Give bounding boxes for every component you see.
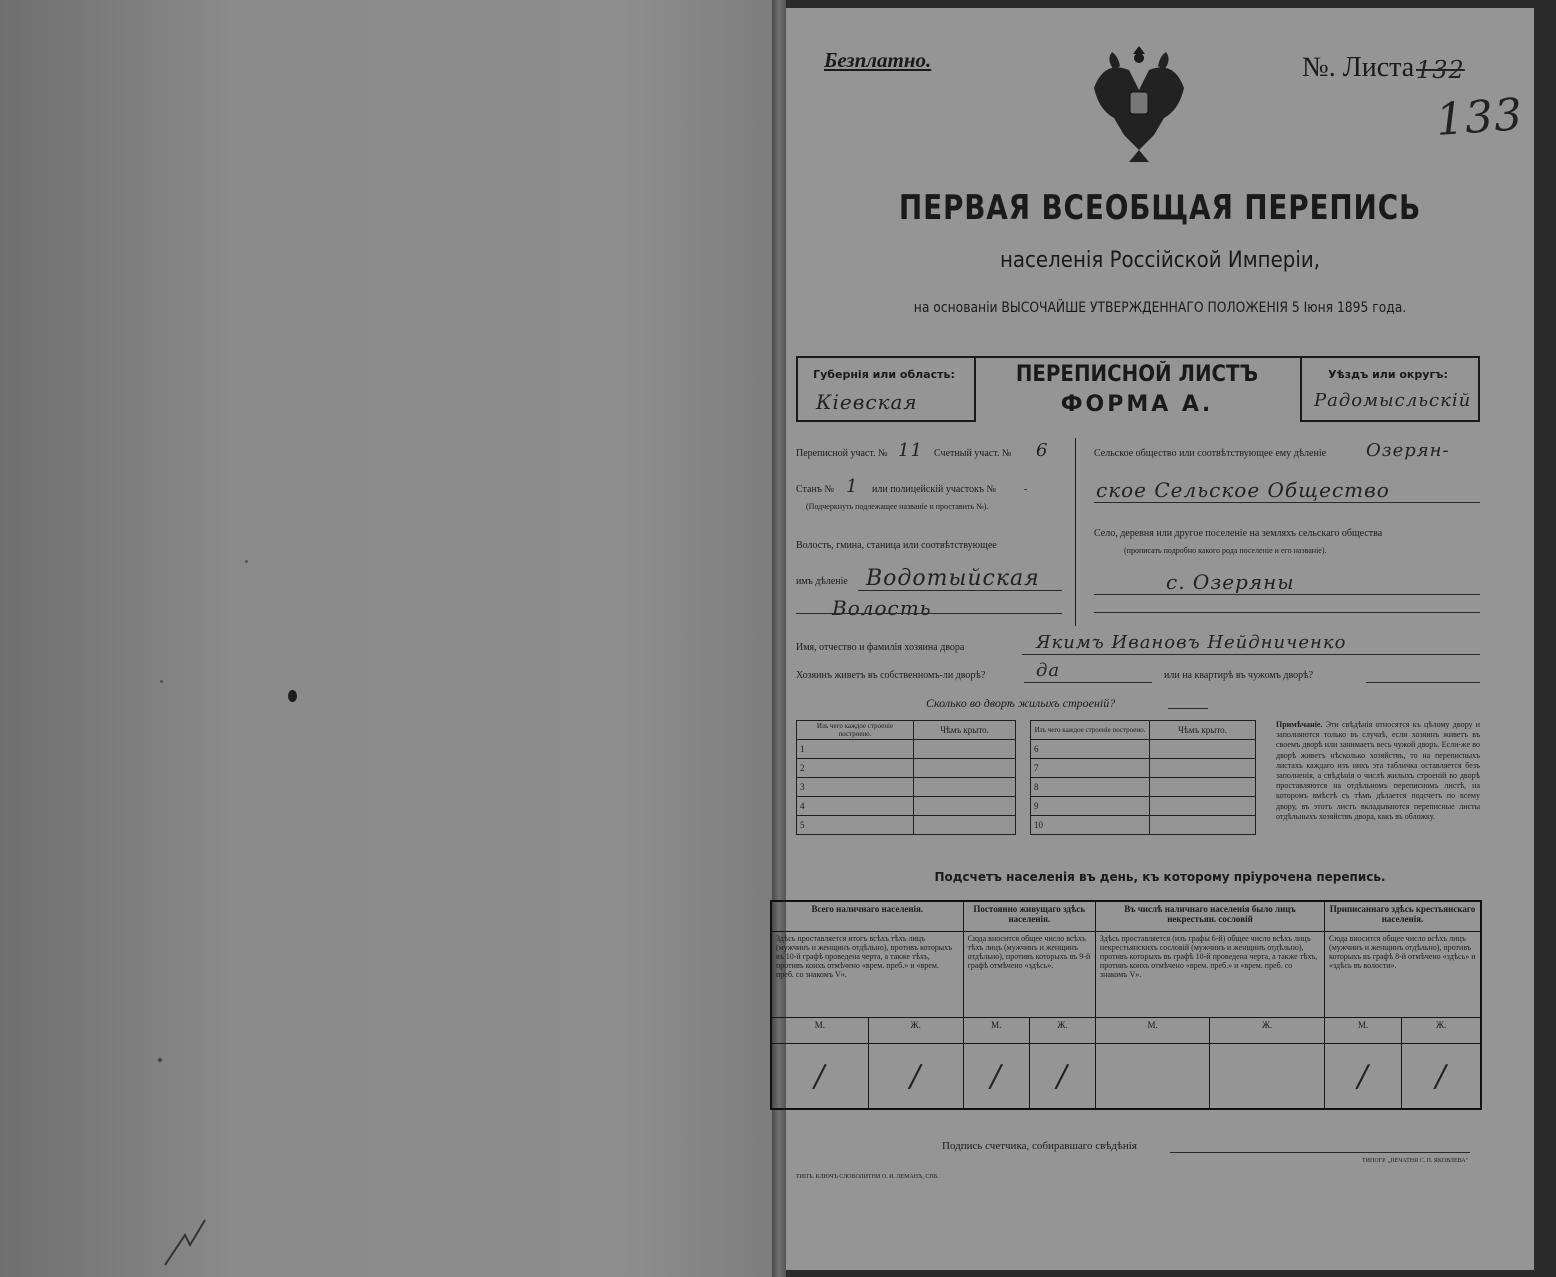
society-value-2: ское Сельское Общество [1096,478,1390,502]
ink-speck [245,560,248,563]
m-header: М. [963,1018,1029,1044]
printer-left: ТИПЪ. КЛЮЧЪ СЛОВОЛИТНИ О. И. ЛЕМАНЪ, СПБ. [796,1174,939,1180]
value-cell: / [1402,1044,1481,1109]
sheet-number-label: №. Листа [1302,52,1415,83]
form-subtitle: населенія Россійской Имперіи, [999,248,1321,273]
col-total-header: Всего наличнаго населенія. [771,901,963,931]
value-cell: / [1325,1044,1402,1109]
m-header: М. [1325,1018,1402,1044]
count-section-value: 6 [1036,440,1049,461]
f-header: Ж. [1402,1018,1481,1044]
col-material-header: Изъ чего каждое строеніе построено. [797,721,914,740]
volost-value-1: Водотыйская [866,566,1040,591]
ink-speck [158,1058,162,1062]
table-row: 4 [797,797,1016,816]
pencil-mark [160,1210,220,1270]
column-divider [1075,438,1076,626]
m-header: М. [771,1018,868,1044]
own-yard-line [1024,682,1152,683]
header-top-rule [972,356,1302,358]
form-title-1: ПЕРЕПИСНОЙ ЛИСТЪ [1015,362,1259,387]
stan-value: 1 [846,476,859,497]
owner-line [1022,654,1480,655]
buildings-table-left [796,720,1016,835]
table-row: 3 [797,778,1016,797]
form-main-title: ПЕРВАЯ ВСЕОБЩАЯ ПЕРЕПИСЬ [898,188,1422,228]
table-row: 1 [797,740,1016,759]
value-cell [1210,1044,1325,1109]
signature-label: Подпись счетчика, собиравшаго свѣдѣнія [942,1140,1137,1152]
rent-line [1366,682,1480,683]
col-roof-header: Чѣмъ крыто. [914,721,1016,740]
own-yard-value: да [1036,660,1061,681]
buildings-line [1168,708,1208,709]
table-row: 10 [1031,816,1256,835]
village-note: (прописать подробно какого рода поселеніе и его названіе). [1124,546,1327,555]
owner-value: Якимъ Ивановъ Нейдниченко [1036,632,1347,653]
volost-label-2: имъ дѣленіе [796,576,848,587]
table-row: 5 [797,816,1016,835]
volost-value-2: Волость [832,596,932,620]
col-permanent-desc: Сюда вносится общее число всѣхъ тѣхъ лицъ (мужчинъ и женщинъ отдѣльно), противъ которыхъ въ 9-й графѣ отмѣчено «здѣсь». [963,931,1095,1018]
table-row: 7 [1031,759,1256,778]
signature-line [1170,1152,1470,1153]
value-cell: / [963,1044,1029,1109]
district-label: Уѣздъ или округъ: [1328,368,1448,381]
society-label: Сельское общество или соотвѣтствующее ему дѣленіе [1094,448,1327,459]
village-line-1 [1094,594,1480,595]
volost-label: Волость, гмина, станица или соотвѣтствующее [796,540,997,551]
stan-label: Станъ № [796,484,835,495]
count-section-label: Счетный участ. № [934,448,1012,459]
col-nonpeasant-header: Въ числѣ наличнаго населенія было лицъ некрестьян. сословій [1095,901,1324,931]
form-title-2: ФОРМА А. [1060,392,1214,417]
table-row: 8 [1031,778,1256,797]
village-label: Село, деревня или другое поселеніе на земляхъ сельскаго общества [1094,528,1383,539]
underline-note: (Подчеркнуть подлежащее названіе и проставить №). [806,502,989,511]
buildings-table-right [1030,720,1256,835]
value-cell [1095,1044,1209,1109]
table-row: 2 [797,759,1016,778]
col-nonpeasant-desc: Здѣсь проставляется (изъ графы 6-й) общее число всѣхъ лицъ некрестьянскихъ сословій (мужчинъ и женщинъ отдѣльно), противъ которыхъ въ графѣ 10-й проведена черта, а также тѣхъ, противъ коихъ отмѣчено «врем. преб.» и «врем. преб. со знакомъ V». [1095,931,1324,1018]
col-registered-header: Приписаннаго здѣсь крестьянскаго населенія. [1325,901,1481,931]
population-table [770,900,1482,1110]
note-title: Примѣчаніе. [1276,720,1323,729]
form-basis-line: на основаніи ВЫСОЧАЙШЕ УТВЕРЖДЕННАГО ПОЛОЖЕНІЯ 5 Іюня 1895 года. [913,300,1407,316]
rent-label: или на квартирѣ въ чужомъ дворѣ? [1164,670,1314,681]
value-cell: / [771,1044,868,1109]
volost-line-2 [796,613,1062,614]
village-line-2 [1094,612,1480,613]
sheet-number-corrected: 133 [1434,89,1525,146]
note-text: Эти свѣдѣнія относятся къ цѣлому двору и заполняются только въ случаѣ, если хозяинъ живетъ въ своемъ дворѣ или занимаетъ весь чужой дворъ. Если-же во дворѣ живетъ нѣсколько хозяйствъ, то на переписныхъ листахъ каждаго изъ нихъ эта табличка оставляется безъ заполненія, а свѣдѣнія о числѣ жилыхъ строеній во дворѣ проставляются на отдѣльномъ переписномъ листѣ, на которомъ вмѣстѣ съ тѣмъ дѣлается подсчетъ по всему двору, въ этотъ листъ вкладываются переписные листы отдѣльныхъ хозяйствъ двора, какъ въ обложку. [1276,720,1481,821]
province-label: Губернія или область: [813,368,955,381]
district-value: Радомысльскій [1314,390,1472,411]
free-label: Безплатно. [824,48,932,72]
census-section-value: 11 [898,440,923,461]
census-form-page [776,8,1534,1270]
province-value: Кіевская [816,390,918,414]
f-header: Ж. [1210,1018,1325,1044]
table-row: 6 [1031,740,1256,759]
m-header: М. [1095,1018,1209,1044]
own-yard-label: Хозяинъ живетъ въ собственномъ-ли дворѣ? [796,670,986,681]
village-value: с. Озеряны [1166,570,1295,594]
col-material-header: Изъ чего каждое строеніе построено. [1031,721,1150,740]
buildings-question: Сколько во дворѣ жилыхъ строеній? [926,696,1116,710]
left-blank-page [0,0,776,1277]
col-total-desc: Здѣсь проставляется итогъ всѣхъ тѣхъ лицъ (мужчинъ и женщинъ отдѣльно), противъ которыхъ въ 10-й графѣ проведена черта, а также тѣхъ, противъ коихъ отмѣчено «врем. преб.» и «врем. преб. со знакомъ V». [771,931,963,1018]
f-header: Ж. [1029,1018,1095,1044]
double-headed-eagle-emblem [1084,40,1194,168]
ink-spot [288,690,297,702]
owner-label: Имя, отчество и фамилія хозяина двора [796,642,965,653]
printer-right: ТИПОГР. „ПЕЧАТНЯ С. П. ЯКОВЛЕВА" [1362,1158,1469,1164]
society-value-1: Озерян- [1366,440,1450,461]
table-row: 9 [1031,797,1256,816]
col-registered-desc: Сюда вносится общее число всѣхъ лицъ (мужчинъ и женщинъ отдѣльно), противъ которыхъ въ графѣ 8-й отмѣчено «здѣсь» и «здѣсь въ волости». [1325,931,1481,1018]
police-value: - [1024,484,1028,495]
volost-line-1 [858,590,1062,591]
sheet-number-value: 132 [1416,56,1465,84]
population-title: Подсчетъ населенія въ день, къ которому пріурочена перепись. [934,870,1386,884]
f-header: Ж. [868,1018,963,1044]
col-permanent-header: Постоянно живущаго здѣсь населенія. [963,901,1095,931]
district-box [1300,356,1480,422]
ink-speck [160,680,163,683]
census-section-label: Переписной участ. № [796,448,888,459]
col-roof-header: Чѣмъ крыто. [1150,721,1256,740]
society-line [1094,502,1480,503]
police-label: или полицейскій участокъ № [872,484,997,495]
note-block [1276,720,1480,822]
value-cell: / [1029,1044,1095,1109]
value-cell: / [868,1044,963,1109]
